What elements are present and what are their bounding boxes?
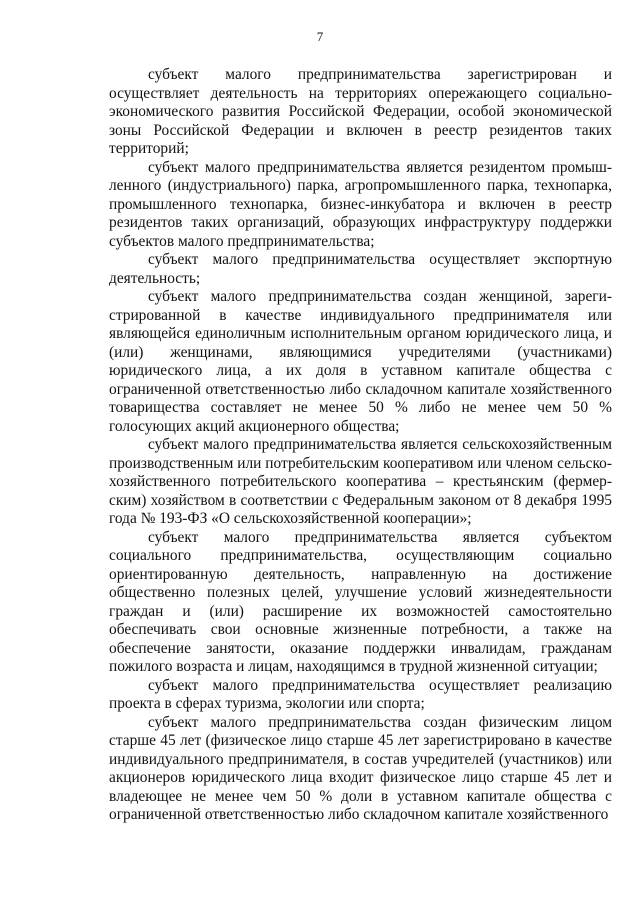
paragraph-6: субъект малого предпринимательства является субъектом социального предпринимательства, осуществляющим социально ориентированную деятельность, направленную на достижение общественно полезных целей, улучшение условий жизнедеятельности граждан и (или) расширение их возможностей самостоятельно обеспечивать свои основные жизненные потребности, а также на обеспечение занятости, оказание поддержки инвалидам, гражданам пожилого возраста и лицам, находящимся в трудной жизненной ситуации; xyxy=(109,528,612,675)
paragraph-1: субъект малого предпринимательства зарегистрирован и осуществляет деятельность на территориях опережающего социально-экономического развития Российской Федерации, особой экономической зоны Российской Федерации и включен в реестр резидентов таких территорий; xyxy=(109,66,612,157)
page-number: 7 xyxy=(316,29,324,44)
paragraph-8: субъект малого предпринимательства создан физическим лицом старше 45 лет (физическое лицо старше 45 лет зарегистрировано в качестве индивидуального предпринимателя, в состав учредителей (участников) или акционеров юридического лица входит физическое лицо старше 45 лет и владеющее не менее чем 50 % доли в уставном капитале общества с ограниченной ответственностью либо складочном капитале хозяйственного xyxy=(109,713,612,823)
paragraph-3: субъект малого предпринимательства осуществляет экспортную деятельность; xyxy=(109,251,612,287)
paragraph-4: субъект малого предпринимательства создан женщиной, зарегистрированной в качестве индивидуального предпринимателя или являющейся единоличным исполнительным органом юридического лица, и (или) женщинами, являющимися учредителями (участниками) юридического лица, а их доля в уставном капитале общества с ограниченной ответственностью либо складочном капитале хозяйственного товарищества составляет не менее 50 % либо не менее чем 50 % голосующих акций акционерного общества; xyxy=(109,288,612,435)
paragraph-2: субъект малого предпринимательства является резидентом промышленного (индустриального) парка, агропромышленного парка, технопарка, промышленного технопарка, бизнес-инкубатора и включен в реестр резидентов таких организаций, образующих инфраструктуру поддержки субъектов малого предпринимательства; xyxy=(109,158,612,250)
document-body xyxy=(109,66,612,825)
paragraph-7: субъект малого предпринимательства осуществляет реализацию проекта в сферах туризма, экологии или спорта; xyxy=(109,676,612,712)
paragraph-5: субъект малого предпринимательства является сельскохозяйственным производственным или потребительским кооперативом или членом сельскохозяйственного потребительского кооператива – крестьянским (фермерским) хозяйством в соответствии с Федеральным законом от 8 декабря 1995 года № 193-ФЗ «О сельскохозяйственной кооперации»; xyxy=(109,436,612,527)
